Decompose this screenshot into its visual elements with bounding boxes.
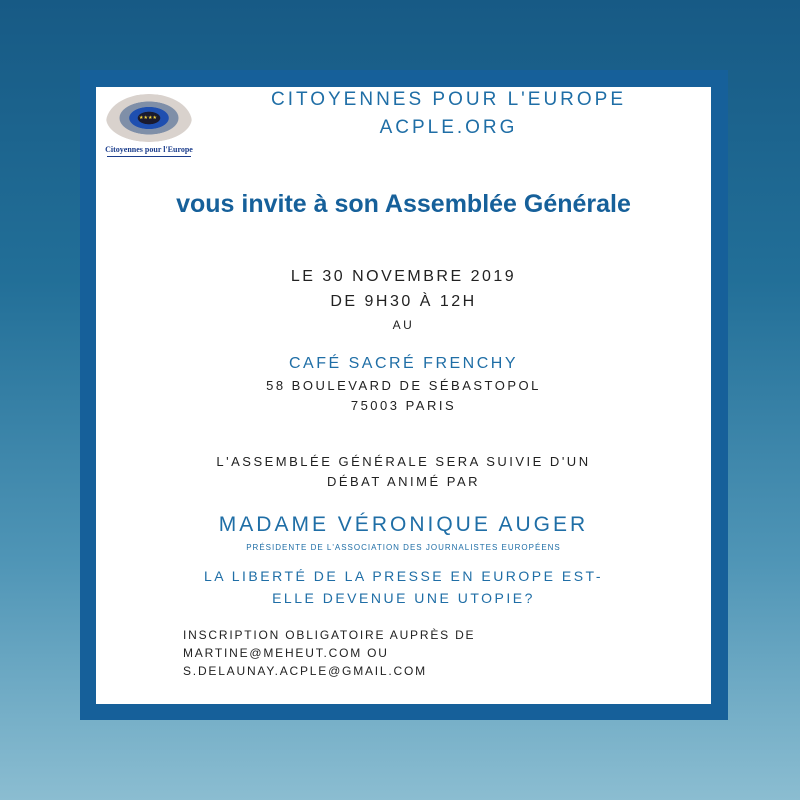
registration-email-delaunay[interactable]: S.DELAUNAY.ACPLE@GMAIL.COM	[183, 664, 427, 678]
invitation-headline: vous invite à son Assemblée Générale	[176, 190, 631, 218]
debate-topic-line1: LA LIBERTÉ DE LA PRESSE EN EUROPE EST-	[204, 568, 603, 584]
debate-topic-line2: ELLE DEVENUE UNE UTOPIE?	[272, 590, 535, 606]
registration-email-martine[interactable]: MARTINE@MEHEUT.COM OU	[183, 646, 389, 660]
invitation-card	[96, 87, 711, 704]
speaker-role: PRÉSIDENTE DE L'ASSOCIATION DES JOURNALISTES EUROPÉENS	[246, 543, 561, 552]
event-au: AU	[392, 318, 415, 332]
logo-underline	[107, 156, 191, 157]
venue-address-street: 58 BOULEVARD DE SÉBASTOPOL	[266, 378, 541, 393]
venue-name: CAFÉ SACRÉ FRENCHY	[288, 355, 519, 372]
org-name: CITOYENNES POUR L'EUROPE	[270, 89, 627, 110]
event-date: LE 30 NOVEMBRE 2019	[290, 268, 517, 285]
logo-caption: Citoyennes pour l'Europe	[105, 145, 193, 154]
logo	[103, 91, 195, 159]
debate-note-line1: L'ASSEMBLÉE GÉNÉRALE SERA SUIVIE D'UN	[216, 454, 591, 469]
debate-note-line2: DÉBAT ANIMÉ PAR	[326, 474, 481, 489]
event-time: DE 9H30 À 12H	[330, 293, 477, 310]
eu-stars-icon: ★★★★	[139, 115, 157, 121]
registration-line1: INSCRIPTION OBLIGATOIRE AUPRÈS DE	[183, 628, 476, 642]
venue-address-city: 75003 PARIS	[350, 398, 457, 413]
speaker-name: MADAME VÉRONIQUE AUGER	[218, 513, 589, 536]
org-url: ACPLE.ORG	[379, 117, 518, 138]
